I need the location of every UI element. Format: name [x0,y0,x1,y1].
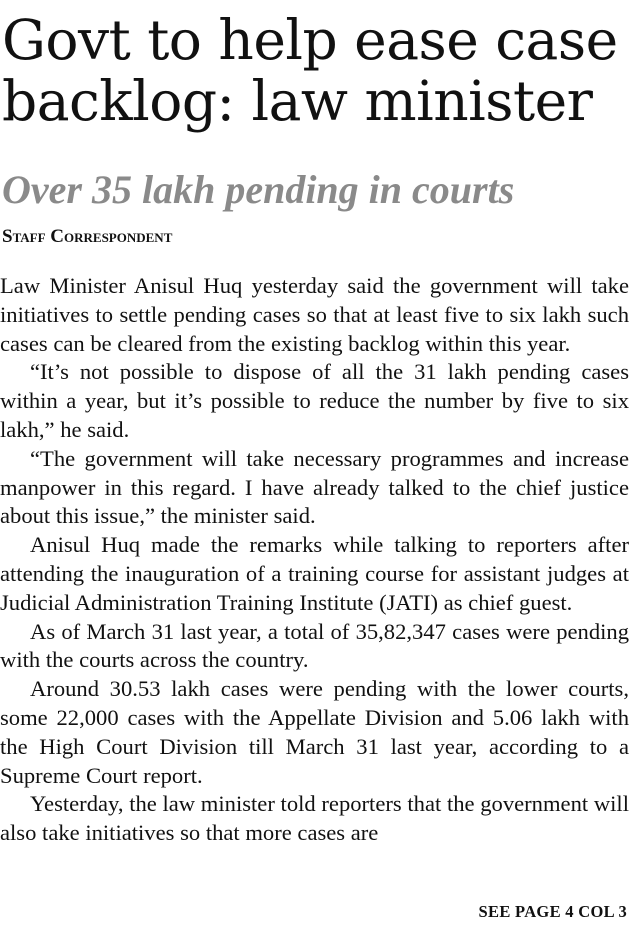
paragraph-6: Around 30.53 lakh cases were pending with the lower courts, some 22,000 cases with the Appellate Division and 5.06 lakh with the High Court Division till March 31 last year, according to a Supreme Court report. [0,676,629,788]
headline [2,10,629,132]
paragraph-5: As of March 31 last year, a total of 35,82,347 cases were pending with the courts across the country. [0,618,629,673]
paragraph-1: Law Minister Anisul Huq yesterday said the government will take initiatives to settle pending cases so that at least five to six lakh such cases can be cleared from the existing backlog within this year. [0,273,629,356]
article-body [0,272,629,848]
subheadline: Over 35 lakh pending in courts [2,167,515,212]
paragraph-4: Anisul Huq made the remarks while talking to reporters after attending the inauguration of a training course for assistant judges at Judicial Administration Training Institute (JATI) as chief guest. [0,532,629,615]
headline-line-1: Govt to help ease case [2,8,618,72]
byline: Staff Correspondent [2,226,173,247]
paragraph-2: “It’s not possible to dispose of all the 31 lakh pending cases within a year, but it’s possible to reduce the number by five to six lakh,” he said. [0,359,629,442]
continued-on-page-link: SEE PAGE 4 COL 3 [478,902,627,921]
paragraph-3: “The government will take necessary programmes and increase manpower in this regard. I have already talked to the chief justice about this issue,” the minister said. [0,445,629,529]
headline-line-2: backlog: law minister [2,69,593,133]
paragraph-7: Yesterday, the law minister told reporters that the government will also take initiatives so that more cases are [0,791,629,846]
